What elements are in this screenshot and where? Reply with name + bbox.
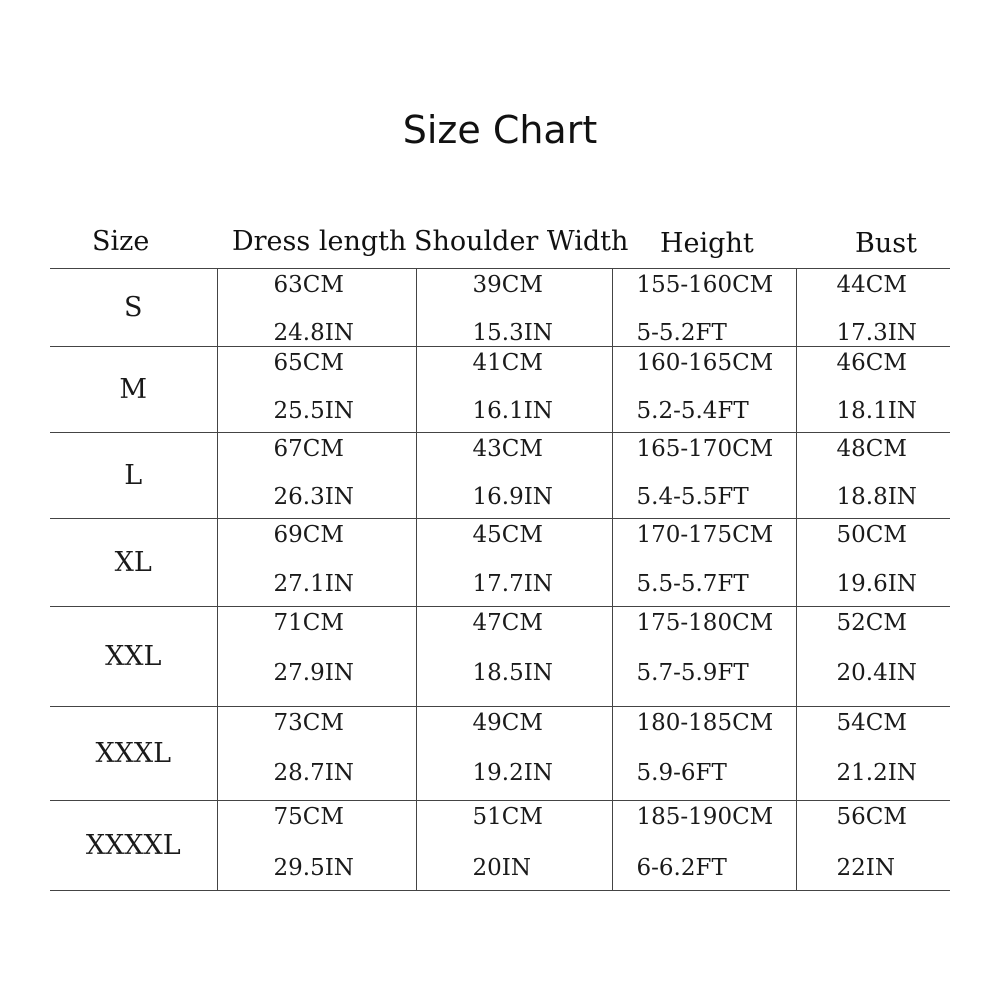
height-cell [612,707,796,801]
height-imperial: 5.9-6FT [636,760,727,786]
shoulder-width-cell [416,519,612,607]
height-metric: 170-175CM [636,522,774,548]
dress-length-imperial: 26.3IN [273,484,354,510]
height-imperial: 5.7-5.9FT [636,660,749,686]
size-label: M [50,347,217,433]
shoulder-width-cell [416,607,612,707]
height-cell [612,347,796,433]
shoulder-width-imperial: 16.1IN [472,398,553,424]
dress-length-metric: 73CM [273,710,344,736]
shoulder-width-cell [416,347,612,433]
bust-metric: 46CM [836,350,907,376]
table-row [50,707,950,801]
bust-imperial: 21.2IN [836,760,917,786]
shoulder-width-imperial: 15.3IN [472,320,553,346]
header-bust: Bust [855,228,917,259]
shoulder-width-metric: 45CM [472,522,543,548]
header-shoulder-width: Shoulder Width [414,226,629,257]
bust-metric: 44CM [836,272,907,298]
dress-length-cell [217,347,416,433]
shoulder-width-metric: 41CM [472,350,543,376]
dress-length-imperial: 27.1IN [273,571,354,597]
table-row [50,607,950,707]
table-row [50,433,950,519]
dress-length-cell [217,801,416,891]
height-metric: 160-165CM [636,350,774,376]
bust-imperial: 22IN [836,855,895,881]
shoulder-width-imperial: 18.5IN [472,660,553,686]
bust-metric: 54CM [836,710,907,736]
height-cell [612,607,796,707]
bust-cell [796,607,950,707]
height-metric: 180-185CM [636,710,774,736]
shoulder-width-metric: 43CM [472,436,543,462]
shoulder-width-metric: 49CM [472,710,543,736]
dress-length-cell [217,269,416,347]
bust-metric: 48CM [836,436,907,462]
size-table [50,268,950,891]
dress-length-imperial: 28.7IN [273,760,354,786]
height-metric: 165-170CM [636,436,774,462]
dress-length-cell [217,433,416,519]
height-metric: 175-180CM [636,610,774,636]
table-row [50,519,950,607]
bust-metric: 52CM [836,610,907,636]
size-label: XXXXL [50,801,217,891]
shoulder-width-imperial: 19.2IN [472,760,553,786]
table-row [50,801,950,891]
shoulder-width-cell [416,707,612,801]
height-cell [612,519,796,607]
bust-imperial: 20.4IN [836,660,917,686]
size-label: L [50,433,217,519]
height-imperial: 5.5-5.7FT [636,571,749,597]
header-dress-length: Dress length [232,226,407,257]
table-row [50,269,950,347]
table-row [50,347,950,433]
size-label: S [50,269,217,347]
header-height: Height [660,228,754,259]
height-imperial: 6-6.2FT [636,855,727,881]
dress-length-metric: 69CM [273,522,344,548]
header-size: Size [92,226,150,257]
dress-length-imperial: 24.8IN [273,320,354,346]
dress-length-cell [217,707,416,801]
bust-cell [796,707,950,801]
dress-length-metric: 63CM [273,272,344,298]
bust-cell [796,801,950,891]
bust-cell [796,433,950,519]
bust-imperial: 17.3IN [836,320,917,346]
height-imperial: 5.4-5.5FT [636,484,749,510]
page-title: Size Chart [402,108,598,152]
shoulder-width-metric: 47CM [472,610,543,636]
shoulder-width-imperial: 20IN [472,855,531,881]
dress-length-imperial: 27.9IN [273,660,354,686]
height-cell [612,269,796,347]
height-imperial: 5-5.2FT [636,320,727,346]
size-label: XXL [50,607,217,707]
dress-length-imperial: 25.5IN [273,398,354,424]
size-label: XXXL [50,707,217,801]
dress-length-cell [217,607,416,707]
bust-metric: 56CM [836,804,907,830]
shoulder-width-cell [416,433,612,519]
shoulder-width-imperial: 17.7IN [472,571,553,597]
dress-length-metric: 71CM [273,610,344,636]
dress-length-imperial: 29.5IN [273,855,354,881]
bust-imperial: 19.6IN [836,571,917,597]
height-cell [612,433,796,519]
bust-metric: 50CM [836,522,907,548]
dress-length-metric: 65CM [273,350,344,376]
bust-imperial: 18.8IN [836,484,917,510]
bust-imperial: 18.1IN [836,398,917,424]
dress-length-cell [217,519,416,607]
height-metric: 185-190CM [636,804,774,830]
size-table-body [50,269,950,891]
shoulder-width-metric: 39CM [472,272,543,298]
height-metric: 155-160CM [636,272,774,298]
height-imperial: 5.2-5.4FT [636,398,749,424]
shoulder-width-cell [416,269,612,347]
shoulder-width-cell [416,801,612,891]
bust-cell [796,269,950,347]
shoulder-width-imperial: 16.9IN [472,484,553,510]
size-label: XL [50,519,217,607]
dress-length-metric: 67CM [273,436,344,462]
bust-cell [796,347,950,433]
height-cell [612,801,796,891]
bust-cell [796,519,950,607]
shoulder-width-metric: 51CM [472,804,543,830]
dress-length-metric: 75CM [273,804,344,830]
